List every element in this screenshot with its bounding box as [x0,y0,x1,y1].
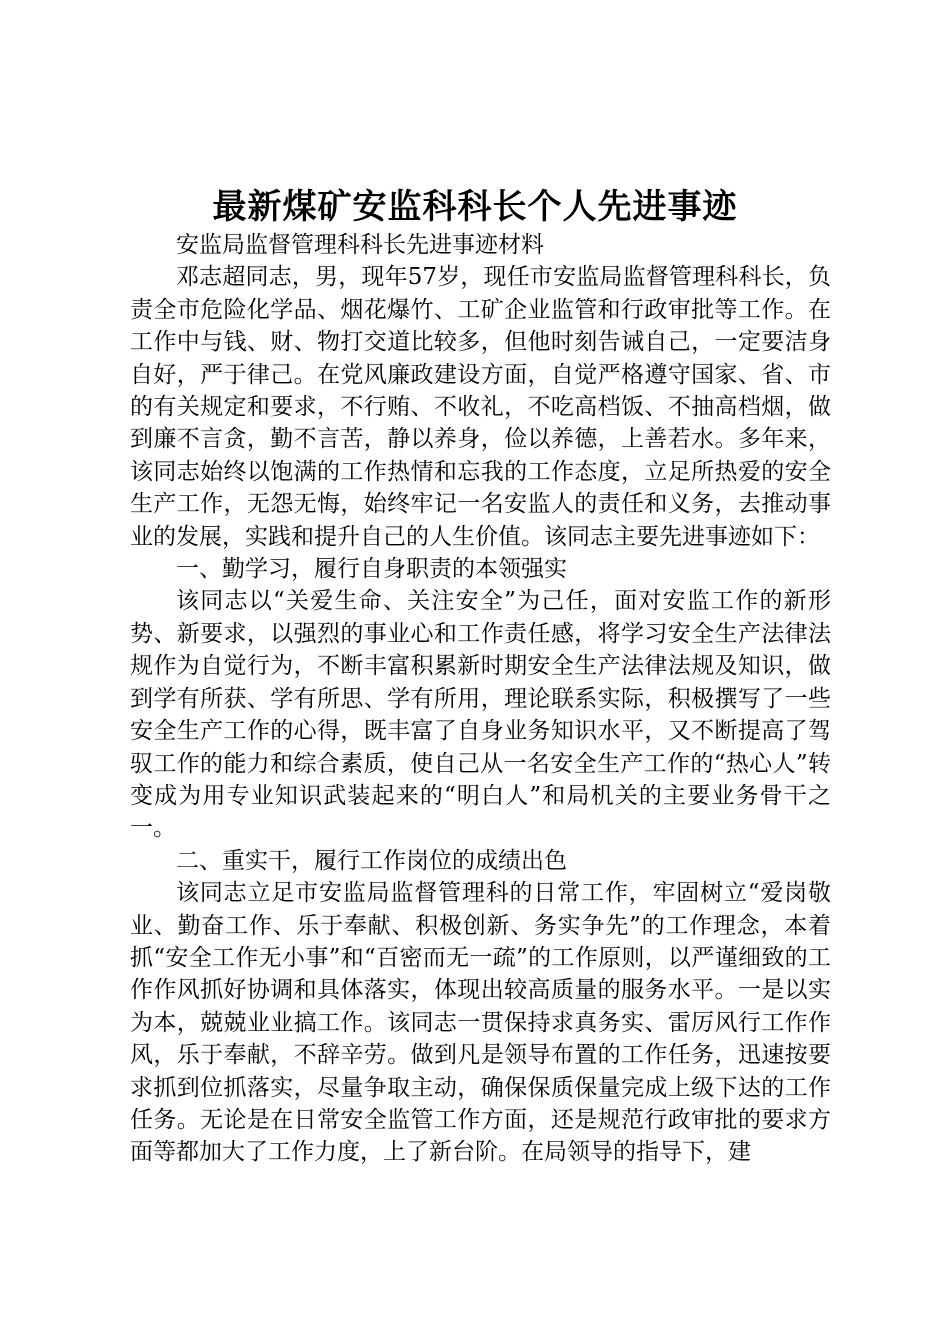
document-body [130,229,831,1169]
section-paragraph-2: 该同志立足市安监局监督管理科的日常工作，牢固树立“爱岗敬业、勤奋工作、乐于奉献、积极创新、务实争先”的工作理念，本着抓“安全工作无小事”和“百密而无一疏”的工作原则，以严谨细致的工作作风抓好协调和具体落实，体现出较高质量的服务水平。一是以实为本，兢兢业业搞工作。该同志一贯保持求真务实、雷厉风行工作作风，乐于奉献，不辞辛劳。做到凡是领导布置的工作任务，迅速按要求抓到位抓落实，尽量争取主动，确保保质保量完成上级下达的工作任务。无论是在日常安全监管工作方面，还是规范行政审批的要求方面等都加大了工作力度，上了新台阶。在局领导的指导下，建 [130,880,831,1166]
subtitle-paragraph: 安监局监督管理科科长先进事迹材料 [176,232,544,258]
document-title: 最新煤矿安监科科长个人先进事迹 [212,187,738,227]
section-paragraph-1: 该同志以“关爱生命、关注安全”为己任，面对安监工作的新形势、新要求，以强烈的事业心和工作责任感，将学习安全生产法律法规作为自觉行为，不断丰富积累新时期安全生产法律法规及知识，做到学有所获、学有所思、学有所用，理论联系实际，积极撰写了一些安全生产工作的心得，既丰富了自身业务知识水平，又不断提高了驾驭工作的能力和综合素质，使自己从一名安全生产工作的“热心人”转变成为用专业知识武装起来的“明白人”和局机关的主要业务骨干之一。 [130,588,831,842]
intro-paragraph: 邓志超同志，男，现年57岁，现任市安监局监督管理科科长，负责全市危险化学品、烟花爆竹、工矿企业监管和行政审批等工作。在工作中与钱、财、物打交道比较多，但他时刻告诫自己，一定要洁身自好，严于律己。在党风廉政建设方面，自觉严格遵守国家、省、市的有关规定和要求，不行贿、不收礼，不吃高档饭、不抽高档烟，做到廉不言贪，勤不言苦，静以养身，俭以养德，上善若水。多年来，该同志始终以饱满的工作热情和忘我的工作态度，立足所热爱的安全生产工作，无怨无悔，始终牢记一名安监人的责任和义务，去推动事业的发展，实践和提升自己的人生价值。该同志主要先进事迹如下： [130,264,831,550]
section-heading-1: 一、勤学习，履行自身职责的本领强实 [176,556,567,583]
section-heading-2: 二、重实干，履行工作岗位的成绩出色 [176,847,567,874]
